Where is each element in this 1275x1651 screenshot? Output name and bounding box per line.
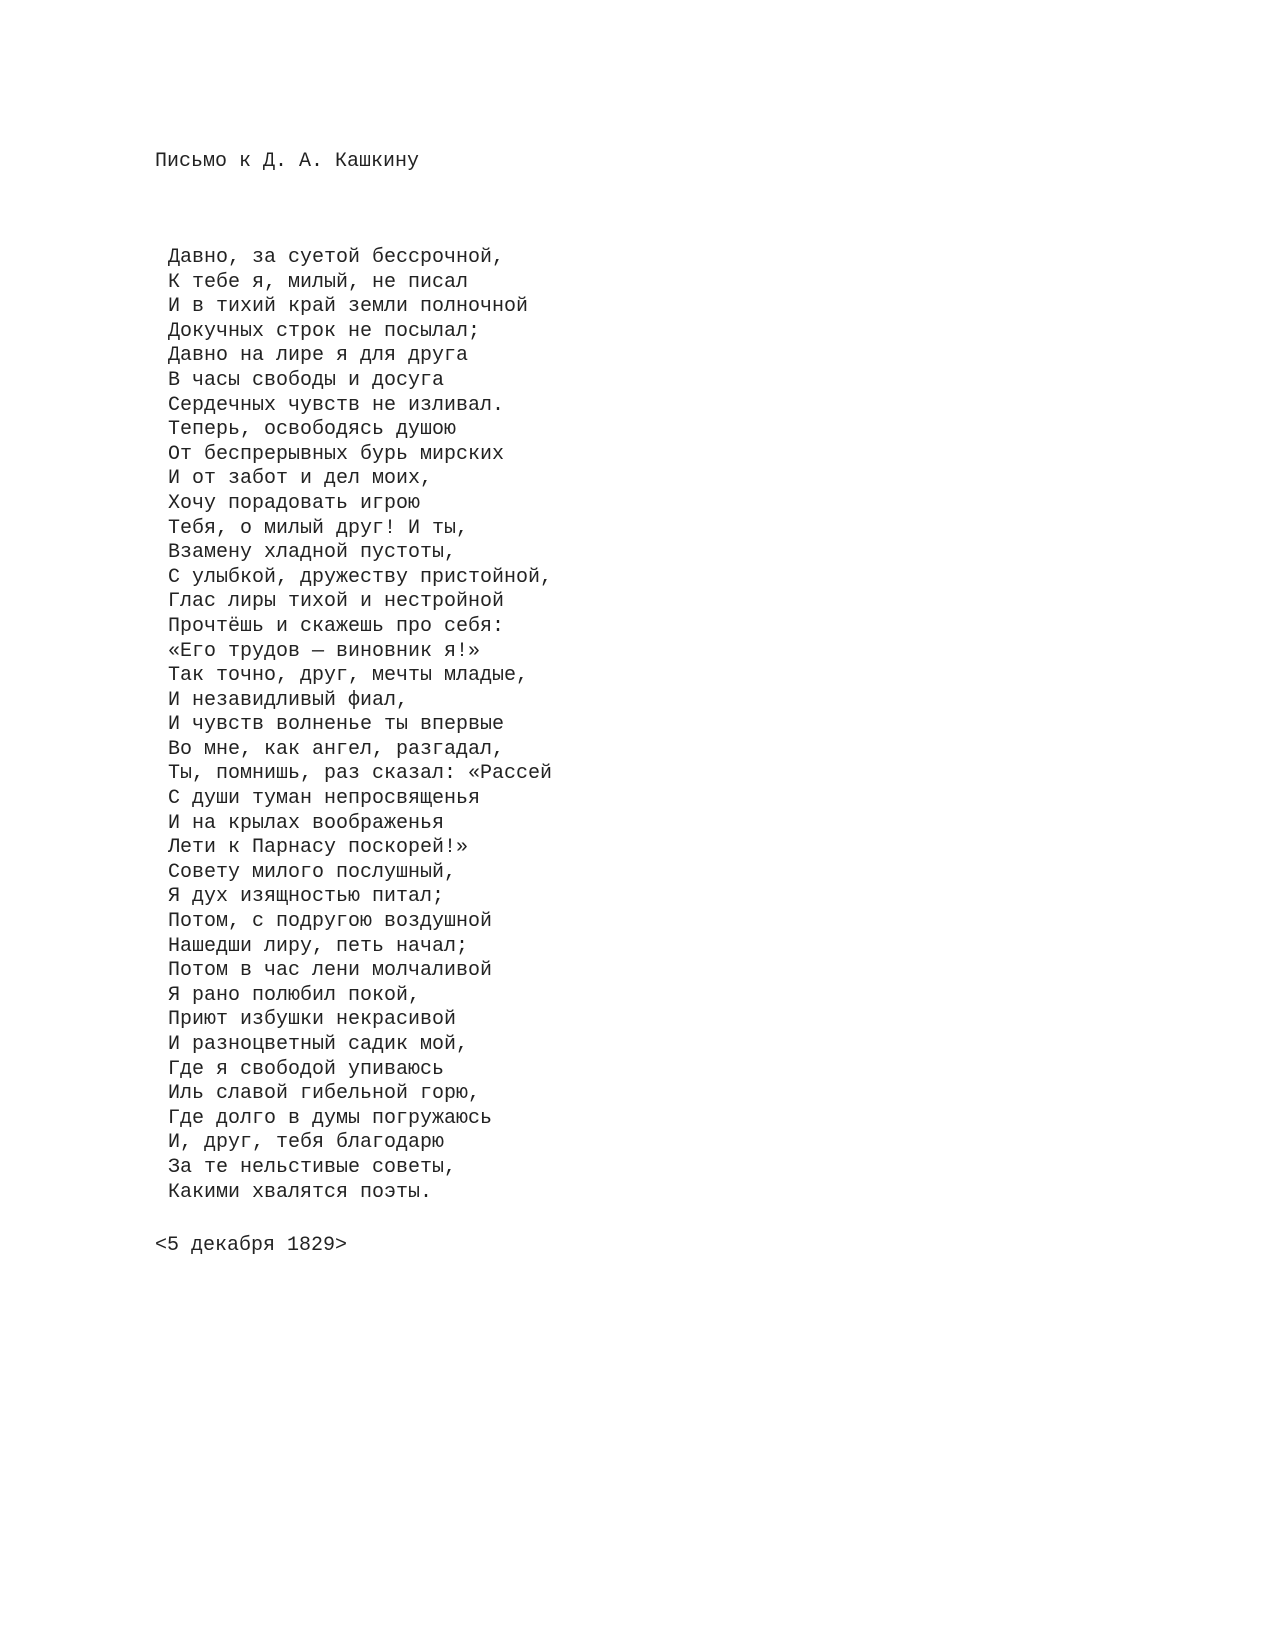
- poem-line: Лети к Парнасу поскорей!»: [168, 836, 469, 860]
- poem-line: И чувств волненье ты впервые: [168, 713, 505, 737]
- poem-line: Докучных строк не посылал;: [168, 319, 481, 343]
- poem-line: Глас лиры тихой и нестройной: [168, 590, 505, 614]
- poem-line: Хочу порадовать игрою: [168, 491, 421, 515]
- poem-line: С улыбкой, дружеству пристойной,: [168, 565, 553, 589]
- poem-line: Во мне, как ангел, разгадал,: [168, 737, 505, 761]
- poem-line: С души туман непросвященья: [168, 787, 481, 811]
- poem-line: В часы свободы и досуга: [168, 368, 445, 392]
- poem-line: Тебя, о милый друг! И ты,: [168, 516, 469, 540]
- poem-line: Ты, помнишь, раз сказал: «Рассей: [168, 762, 553, 786]
- poem-line: Так точно, друг, мечты младые,: [168, 664, 529, 688]
- poem-line: Сердечных чувств не изливал.: [168, 393, 505, 417]
- poem-line: Иль славой гибельной горю,: [168, 1082, 481, 1106]
- poem-line: Нашедши лиру, петь начал;: [168, 934, 469, 958]
- poem-line: И от забот и дел моих,: [168, 467, 433, 491]
- poem-line: За те нельстивые советы,: [168, 1155, 457, 1179]
- poem-line: От беспрерывных бурь мирских: [168, 442, 505, 466]
- poem-line: Давно на лире я для друга: [168, 344, 469, 368]
- poem-line: «Его трудов — виновник я!»: [168, 639, 481, 663]
- poem-line: Давно, за суетой бессрочной,: [168, 246, 505, 269]
- poem-line: Я рано полюбил покой,: [168, 983, 421, 1007]
- poem-line: И незавидливый фиал,: [168, 688, 409, 712]
- poem-title: Письмо к Д. А. Кашкину: [155, 150, 420, 173]
- poem-line: Где долго в думы погружаюсь: [168, 1106, 493, 1130]
- poem-date: <5 декабря 1829>: [155, 1234, 348, 1257]
- poem-line: Где я свободой упиваюсь: [168, 1057, 445, 1081]
- poem-line: Прочтёшь и скажешь про себя:: [168, 614, 505, 638]
- poem-line: И разноцветный садик мой,: [168, 1033, 469, 1056]
- poem-line: Я дух изящностью питал;: [168, 885, 445, 909]
- poem-line: И, друг, тебя благодарю: [168, 1131, 445, 1155]
- poem-line: Совету милого послушный,: [168, 860, 457, 884]
- poem-body: [168, 246, 552, 1205]
- poem-line: К тебе я, милый, не писал: [168, 270, 469, 294]
- poem-line: Приют избушки некрасивой: [168, 1008, 457, 1032]
- poem-line: Взамену хладной пустоты,: [168, 541, 457, 565]
- poem-line: Потом в час лени молчаливой: [168, 959, 493, 983]
- poem-line: Теперь, освободясь душою: [168, 418, 457, 442]
- poem-line: Потом, с подругою воздушной: [168, 910, 493, 934]
- poem-line: Какими хвалятся поэты.: [168, 1180, 433, 1204]
- poem-line: И на крылах воображенья: [168, 811, 445, 835]
- poem-line: И в тихий край земли полночной: [168, 295, 529, 319]
